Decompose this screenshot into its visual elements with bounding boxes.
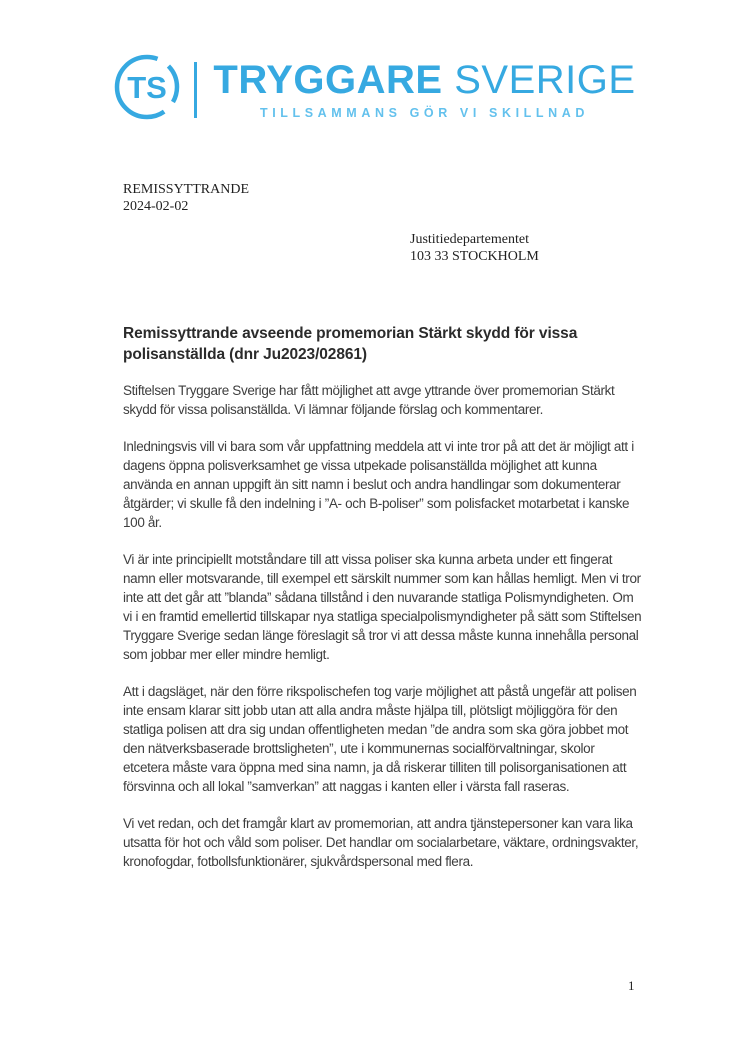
letterhead-logo [0, 0, 746, 129]
brand-name-primary: TRYGGARE [213, 58, 443, 102]
ts-circle-icon [110, 50, 184, 124]
body-paragraph: Inledningsvis vill vi bara som vår uppfattning meddela att vi inte tror på att det är möjligt att i dagens öppna polisverksamhet ge vissa utpekade polisanställda möjlighet att kunna använda en annan uppgift än sitt namn i beslut och andra handlingar som dokumenterar åtgärder; vi skulle få den indelning i ”A- och B-poliser” som polisfacket motarbetat i kanske 100 år. [123, 439, 634, 530]
ts-monogram-text: TS [127, 70, 168, 105]
document-type-label: REMISSYTTRANDE [123, 182, 250, 197]
recipient-name: Justitiedepartementet [410, 232, 529, 247]
brand-name-secondary: SVERIGE [454, 58, 636, 102]
recipient-postal: 103 33 STOCKHOLM [410, 249, 539, 264]
ts-monogram-logo [110, 50, 184, 129]
body-paragraph: Vi är inte principiellt motståndare till att vissa poliser ska kunna arbeta under ett fingerat namn eller motsvarande, till exempel ett särskilt nummer som kan hållas hemligt. Men vi tror inte att det går att ”blanda” sådana tillstånd i den nuvarande statliga Polismyndigheten. Om vi i en framtid emellertid tillskapar nya statliga specialpolismyndigheter på sätt som Stiftelsen Tryggare Sverige sedan länge föreslagit så tror vi att dessa måste kunna innehålla personal som jobbar mer eller mindre hemligt. [123, 552, 642, 662]
recipient-address [410, 231, 746, 265]
body-paragraph: Stiftelsen Tryggare Sverige har fått möjlighet att avge yttrande över promemorian Stärkt skydd för vissa polisanställda. Vi lämnar följande förslag och kommentarer. [123, 383, 615, 417]
page-number: 1 [628, 978, 635, 993]
brand-name [213, 59, 635, 101]
body-paragraph: Att i dagsläget, när den förre rikspolischefen tog varje möjlighet att påstå ungefär att polisen inte ensam klarar sitt jobb utan att alla andra måste hjälpa till, plötsligt möjliggöra för den statliga polisen att dra sig undan offentligheten medan ”de andra som ska göra jobbet mot den nätverksbaserade brottsligheten”, ute i kommunernas socialförvaltningar, skolor etcetera måste vara öppna med sina namn, ja då riskerar tilliten till polisorganisationen att försvinna och all lokal ”samverkan” att naggas i kanten eller i värsta fall raseras. [123, 684, 637, 794]
document-date: 2024-02-02 [123, 199, 189, 214]
brand-tagline: TILLSAMMANS GÖR VI SKILLNAD [259, 106, 590, 120]
document-title: Remissyttrande avseende promemorian Stärkt skydd för vissa polisanställda (dnr Ju2023/02861) [123, 325, 578, 363]
body-paragraph: Vi vet redan, och det framgår klart av promemorian, att andra tjänstepersoner kan vara lika utsatta för hot och våld som poliser. Det handlar om socialarbetare, väktare, ordningsvakter, kronofogdar, fotbollsfunktionärer, sjukvårdspersonal med flera. [123, 816, 639, 869]
brand-wordmark [213, 59, 635, 120]
document-meta [123, 181, 746, 215]
document-body [123, 381, 643, 871]
logo-divider [194, 62, 197, 118]
